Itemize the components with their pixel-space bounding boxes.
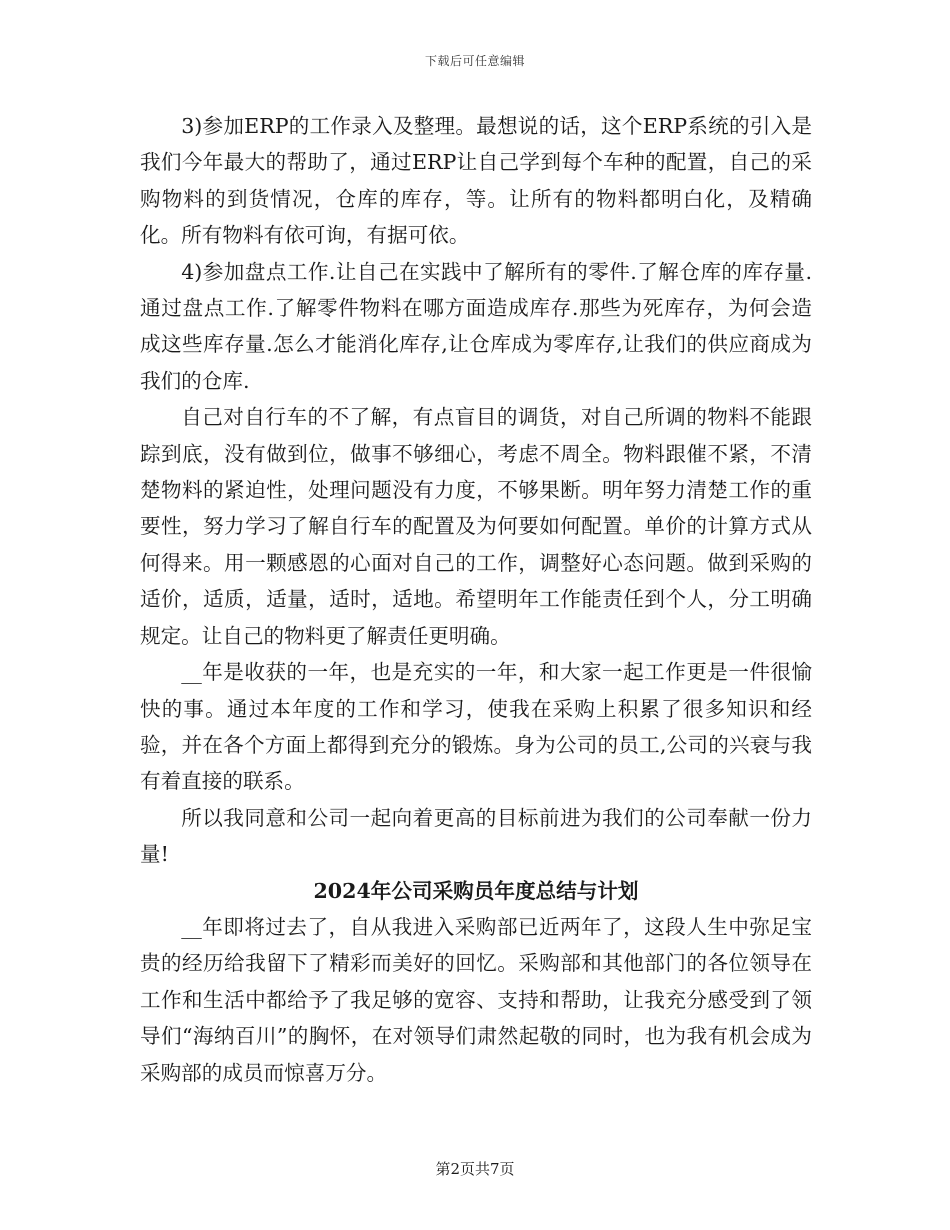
- paragraph-closing: 所以我同意和公司一起向着更高的目标前进为我们的公司奉献一份力量!: [140, 805, 812, 867]
- paragraph-erp: 3)参加ERP的工作录入及整理。最想说的话，这个ERP系统的引入是我们今年最大的帮助了，通过ERP让自己学到每个车种的配置，自己的采购物料的到货情况，仓库的库存，等。让所有的物料都明白化，及精确化。所有物料有依可询，有据可依。: [140, 114, 812, 248]
- paragraph-self-review: 自己对自行车的不了解，有点盲目的调货，对自己所调的物料不能跟踪到底，没有做到位，做事不够细心，考虑不周全。物料跟催不紧，不清楚物料的紧迫性，处理问题没有力度，不够果断。明年努力清楚工作的重要性，努力学习了解自行车的配置及为何要如何配置。单价的计算方式从何得来。用一颗感恩的心面对自己的工作，调整好心态问题。做到采购的适价，适质，适量，适时，适地。希望明年工作能责任到个人，分工明确规定。让自己的物料更了解责任更明确。: [140, 405, 812, 648]
- page-number: 第2页共7页: [435, 1160, 515, 1178]
- document-body: [140, 108, 812, 1091]
- section-title: 2024年公司采购员年度总结与计划: [313, 878, 639, 903]
- paragraph-inventory: 4)参加盘点工作.让自己在实践中了解所有的零件.了解仓库的库存量.通过盘点工作.了解零件物料在哪方面造成库存.那些为死库存，为何会造成这些库存量.怎么才能消化库存,让仓库成为零库存,让我们的供应商成为我们的仓库.: [140, 259, 812, 393]
- page-header: 下载后可任意编辑: [424, 54, 525, 68]
- paragraph-year-summary: __年是收获的一年，也是充实的一年，和大家一起工作更是一件很愉快的事。通过本年度的工作和学习，使我在采购上积累了很多知识和经验，并在各个方面上都得到充分的锻炼。身为公司的员工,公司的兴衰与我有着直接的联系。: [140, 660, 812, 794]
- paragraph-intro: __年即将过去了，自从我进入采购部已近两年了，这段人生中弥足宝贵的经历给我留下了精彩而美好的回忆。采购部和其他部门的各位领导在工作和生活中都给予了我足够的宽容、支持和帮助，让我充分感受到了领导们“海纳百川”的胸怀，在对领导们肃然起敬的同时，也为我有机会成为采购部的成员而惊喜万分。: [140, 914, 812, 1085]
